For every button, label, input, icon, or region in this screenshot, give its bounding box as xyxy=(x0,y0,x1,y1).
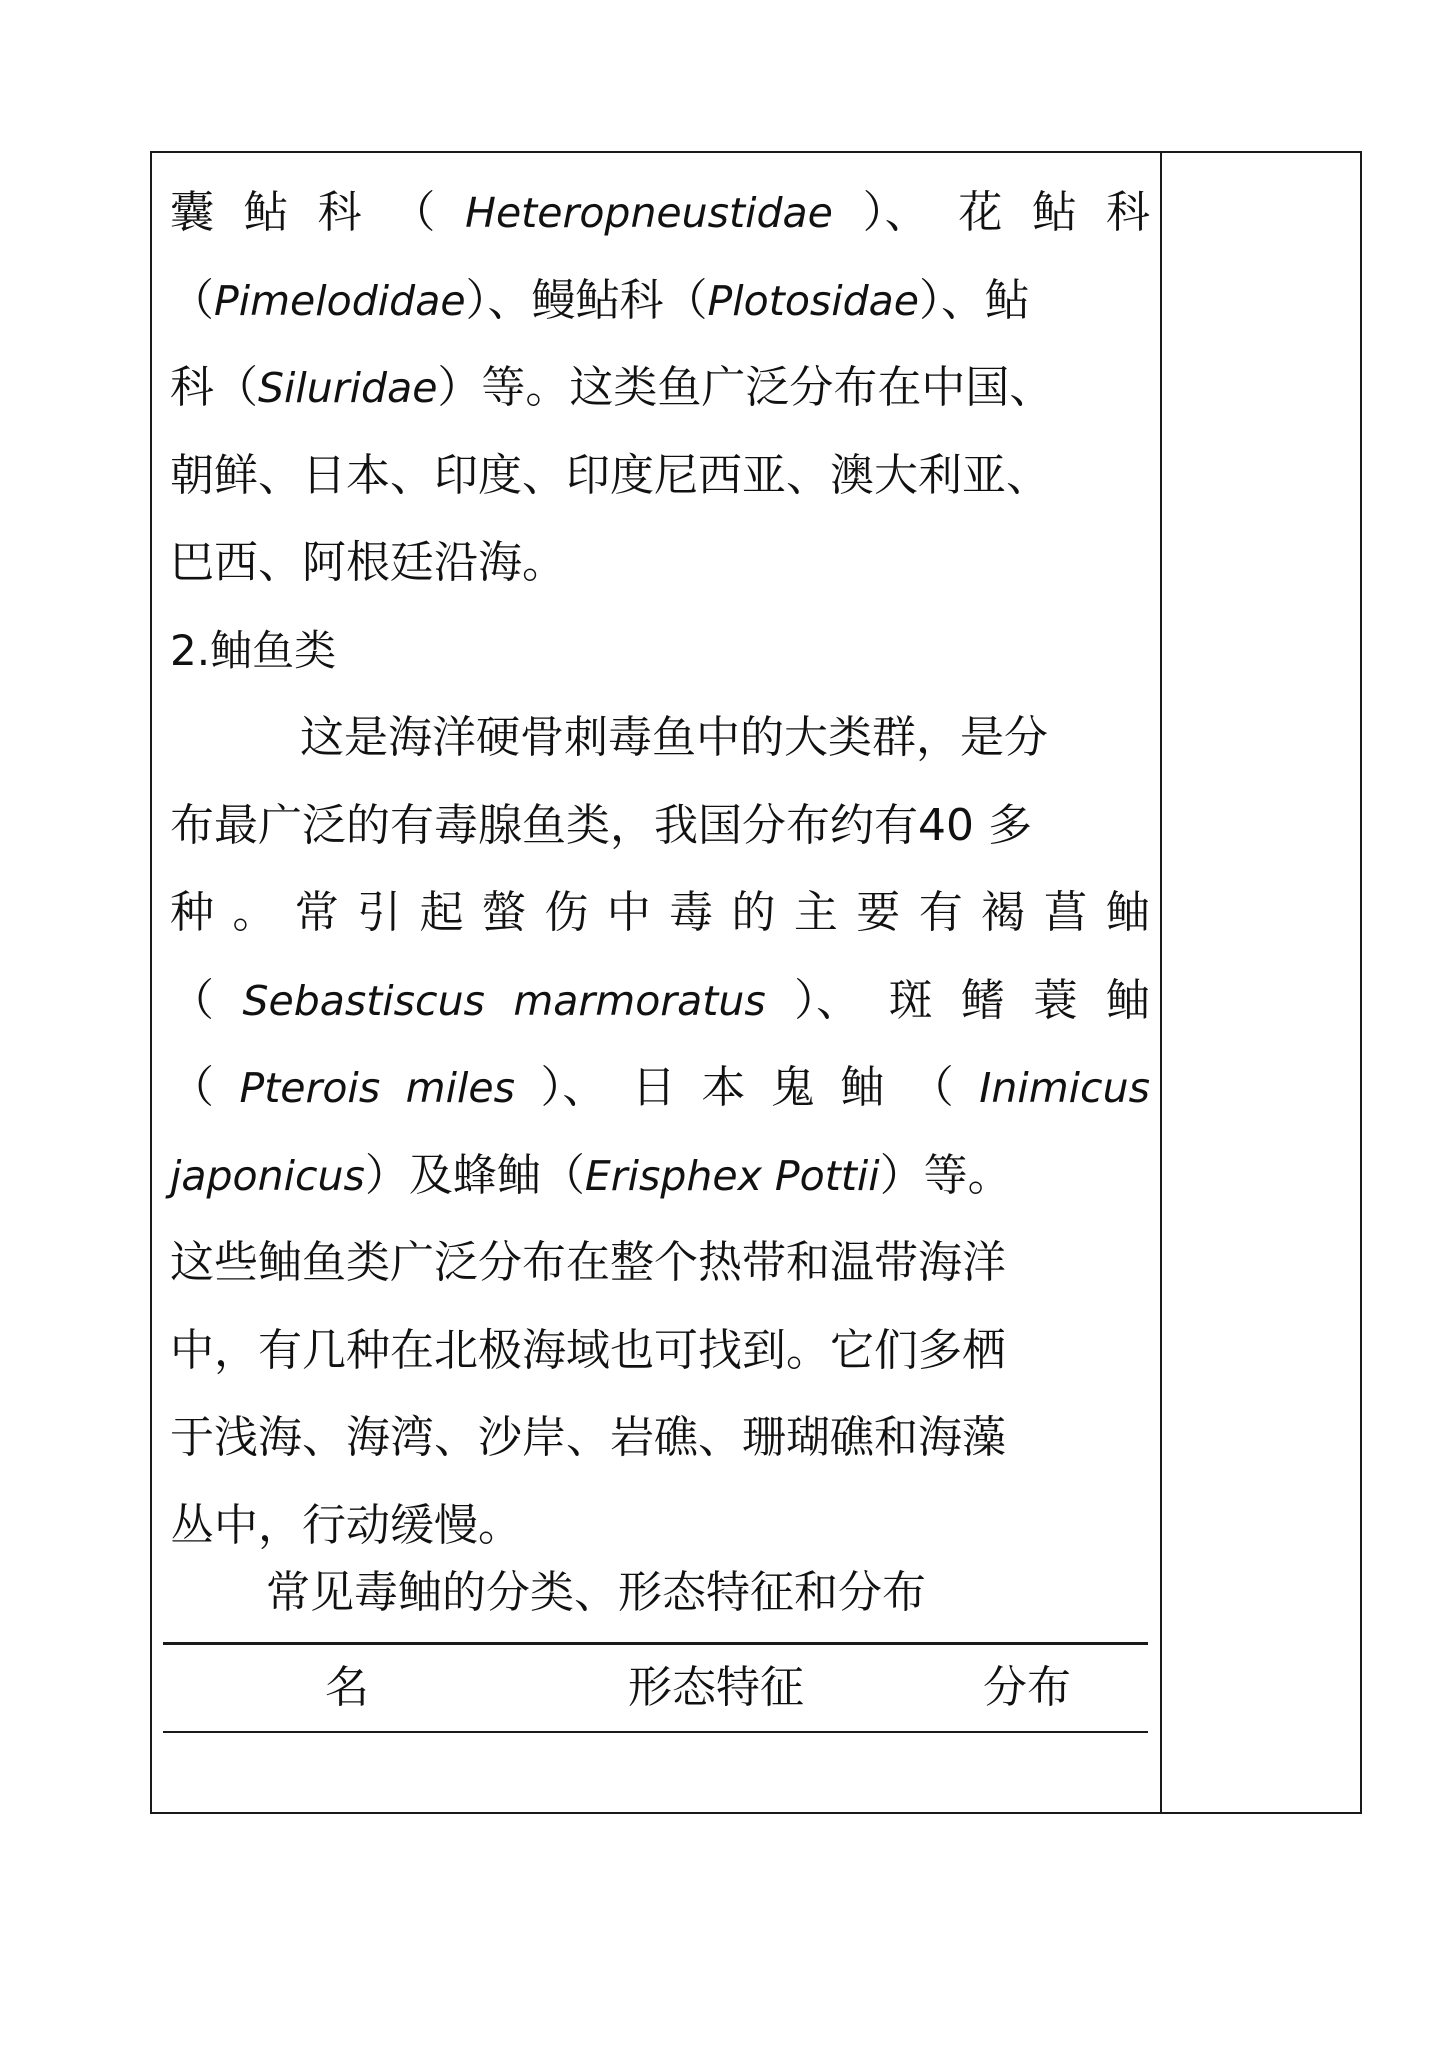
latin-name: Inimicus xyxy=(979,1064,1150,1112)
text-run: ）等。这类鱼广泛分布在中国、 xyxy=(437,362,1054,413)
text-run: 螫 xyxy=(481,887,526,938)
text-run: 鲉 xyxy=(1105,974,1150,1026)
text-run: 斑 xyxy=(888,974,933,1026)
text-run: （ xyxy=(909,1062,954,1113)
text-run: ）、 xyxy=(794,974,861,1026)
text-run: 要 xyxy=(856,887,901,938)
text-line xyxy=(170,1132,1150,1220)
text-run: 有 xyxy=(918,887,963,938)
text-run: 鲇 xyxy=(1032,187,1077,238)
latin-name: miles xyxy=(405,1064,515,1112)
text-run: 种 xyxy=(170,887,214,938)
table-header-rule xyxy=(163,1731,1148,1733)
text-line: 布最广泛的有毒腺鱼类，我国分布约有40 多 xyxy=(170,799,1032,851)
text-line: 这是海洋硬骨刺毒鱼中的大类群，是分 xyxy=(300,712,1048,763)
main-text xyxy=(170,169,1150,1569)
text-run: ）、鳗鲇科（ xyxy=(465,274,708,326)
table-header-features: 形态特征 xyxy=(628,1662,804,1713)
text-run: 主 xyxy=(793,887,838,938)
text-run: ）、 xyxy=(862,187,929,238)
text-run: 鲉 xyxy=(840,1062,885,1113)
latin-name: Erisphex Pottii xyxy=(584,1151,880,1200)
table-header-name: 名 xyxy=(325,1662,369,1713)
text-run: 中 xyxy=(606,887,651,938)
text-run: 囊 xyxy=(170,187,214,238)
text-line xyxy=(170,869,1150,957)
text-line: 中，有几种在北极海域也可找到。它们多栖 xyxy=(170,1324,1006,1376)
table-caption: 常见毒鲉的分类、形态特征和分布 xyxy=(266,1567,926,1618)
text-line: 于浅海、海湾、沙岸、岩礁、珊瑚礁和海藻 xyxy=(170,1412,1006,1463)
text-run: ）及蜂鲉（ xyxy=(364,1149,585,1201)
latin-name: Siluridae xyxy=(258,364,438,412)
text-run: 花 xyxy=(958,187,1003,238)
text-line xyxy=(170,257,1150,345)
latin-name: Pimelodidae xyxy=(214,276,466,325)
text-run: 伤 xyxy=(544,887,589,938)
latin-name: Plotosidae xyxy=(707,276,920,325)
latin-name: Heteropneustidae xyxy=(465,189,833,237)
text-run: 褐 xyxy=(981,887,1026,938)
text-run: 日 xyxy=(631,1062,676,1113)
text-run: ）、 xyxy=(540,1062,607,1113)
text-line: 丛中，行动缓慢。 xyxy=(170,1499,522,1551)
text-run: （ xyxy=(170,974,214,1026)
text-run: 鲉 xyxy=(1105,887,1150,938)
text-line xyxy=(170,957,1150,1045)
text-line: 巴西、阿根廷沿海。 xyxy=(170,537,566,588)
table-top-rule xyxy=(163,1642,1148,1645)
table-header-distribution: 分布 xyxy=(983,1662,1071,1713)
text-run: 鳍 xyxy=(961,974,1006,1026)
text-run: （ xyxy=(170,274,214,326)
text-run: 鬼 xyxy=(770,1062,815,1113)
text-line xyxy=(170,169,1150,257)
text-run: 科 xyxy=(317,187,362,238)
latin-name: Pterois xyxy=(239,1064,381,1112)
text-line xyxy=(170,344,1150,432)
text-run: 蓑 xyxy=(1033,974,1078,1026)
text-run: （ xyxy=(391,187,436,238)
text-run: 的 xyxy=(731,887,776,938)
text-run: 本 xyxy=(701,1062,746,1113)
text-run: （ xyxy=(170,1062,214,1113)
text-run: ）、鲇 xyxy=(919,274,1030,326)
column-divider xyxy=(1160,153,1162,1812)
text-run: 引 xyxy=(357,887,402,938)
latin-name: japonicus xyxy=(170,1151,365,1200)
text-run: 菖 xyxy=(1043,887,1088,938)
text-run: 鲇 xyxy=(243,187,288,238)
text-line: 朝鲜、日本、印度、印度尼西亚、澳大利亚、 xyxy=(170,449,1050,501)
text-run: 科（ xyxy=(170,362,258,413)
text-run: 起 xyxy=(419,887,464,938)
latin-name: Sebastiscus xyxy=(242,976,485,1025)
text-run: 科 xyxy=(1105,187,1150,238)
text-run: 常 xyxy=(294,887,339,938)
text-run: 。 xyxy=(232,887,277,938)
text-line: 这些鲉鱼类广泛分布在整个热带和温带海洋 xyxy=(170,1237,1006,1288)
latin-name: marmoratus xyxy=(513,976,766,1025)
text-run: ）等。 xyxy=(879,1149,1012,1201)
text-run: 毒 xyxy=(669,887,714,938)
text-line xyxy=(170,1044,1150,1132)
section-heading: 2.鲉鱼类 xyxy=(170,625,337,675)
